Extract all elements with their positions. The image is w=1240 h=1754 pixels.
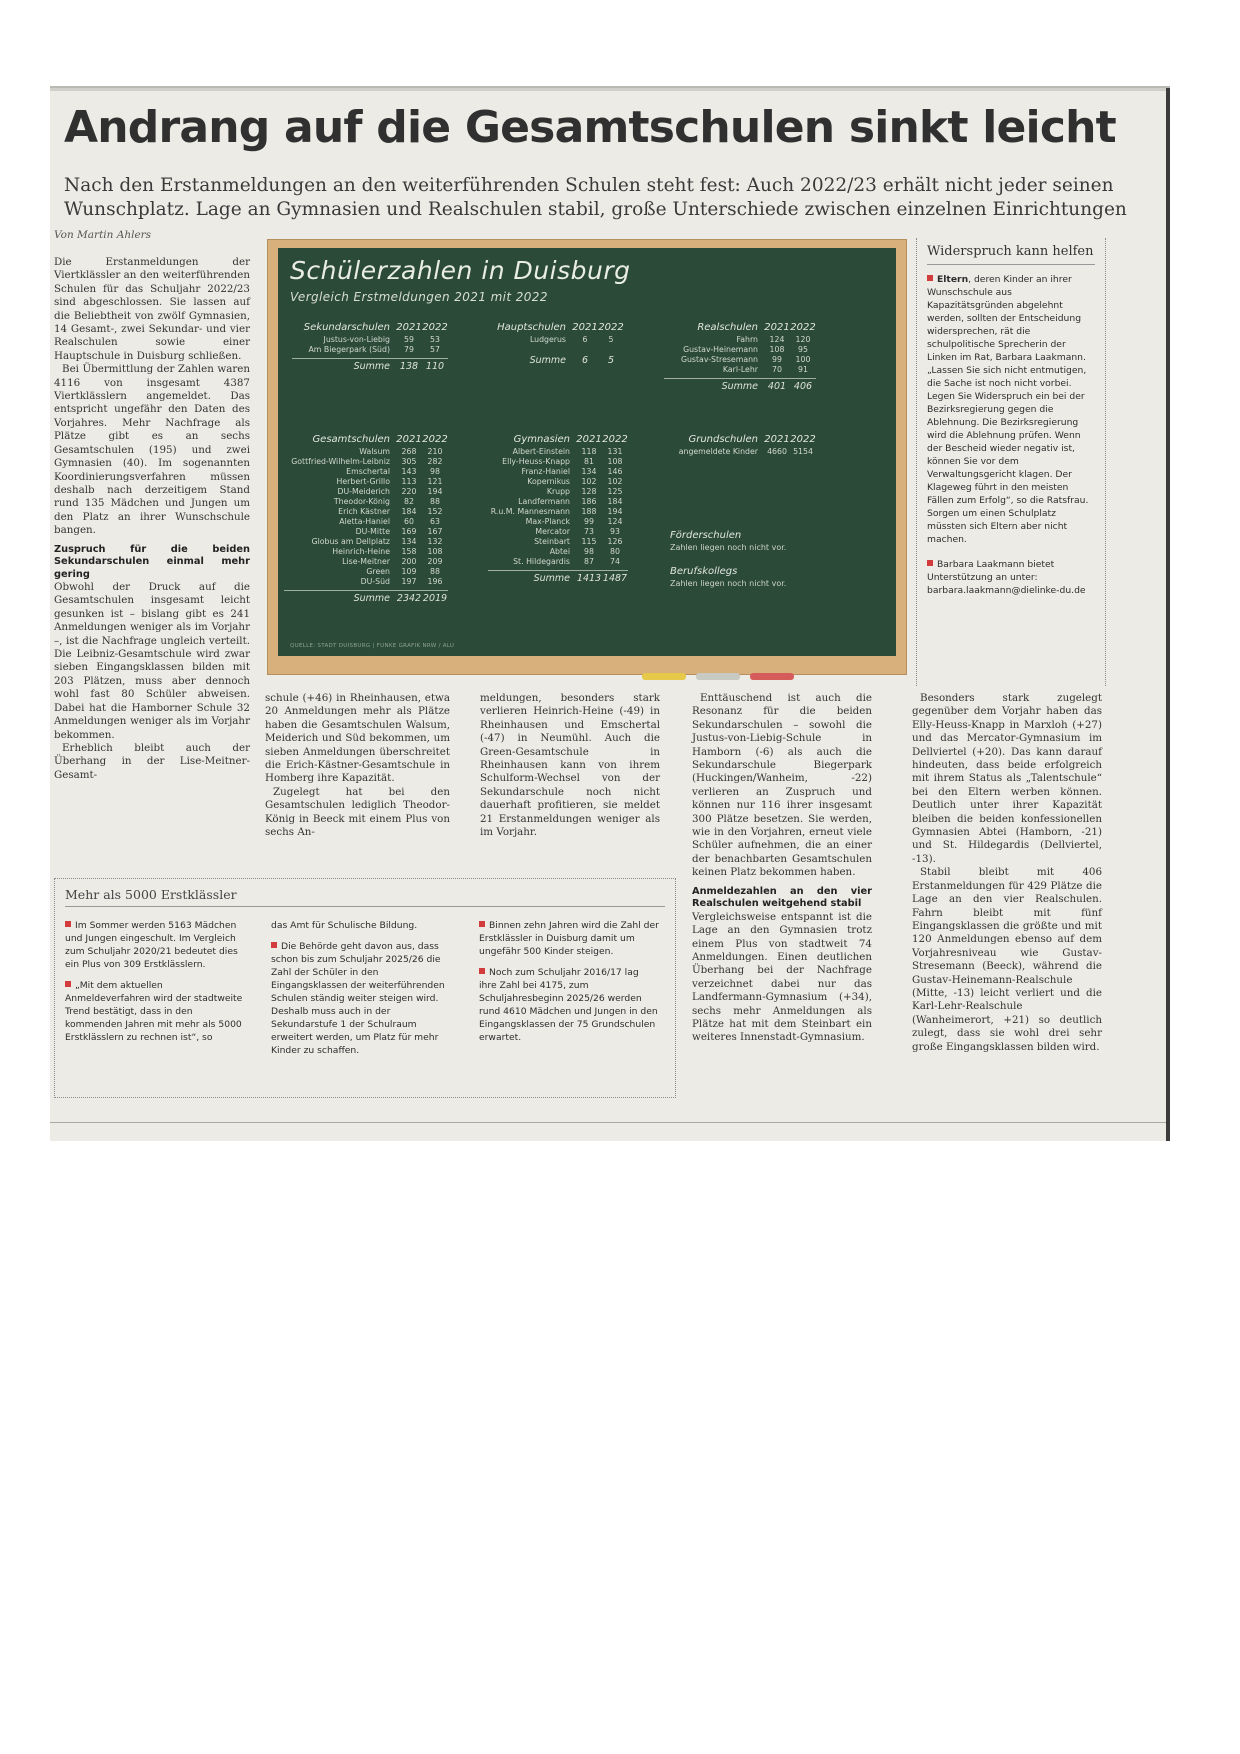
school-name: Green bbox=[366, 567, 390, 576]
table-title: Realschulen bbox=[697, 322, 758, 333]
value-2021: 124 bbox=[769, 335, 785, 344]
chalkboard-graphic bbox=[267, 239, 907, 675]
value-2022: 102 bbox=[607, 477, 623, 486]
bottom-rule bbox=[50, 1122, 1170, 1123]
value-2022: 196 bbox=[427, 577, 443, 586]
school-name: Franz-Haniel bbox=[521, 467, 570, 476]
sidebar-paragraph bbox=[927, 558, 1095, 597]
sidebar-lead: Eltern bbox=[937, 274, 969, 285]
info-paragraph bbox=[479, 919, 659, 958]
value-2021: 102 bbox=[581, 477, 597, 486]
sum-2021: 1413 bbox=[576, 573, 602, 584]
value-2022: 194 bbox=[427, 487, 443, 496]
year-header: 2022 bbox=[598, 322, 624, 333]
paragraph: Stabil bleibt mit 406 Erstanmeldungen für 429 Plätze die Lage an den vier Realschulen. Fahrn bleibt mit fünf Eingangsklassen die größte und mit 120 Anmeldungen ebenso auf dem Vorjahresniveau wie Gustav-Stresemann (Beeck), während die Gustav-Heinemann-Realschule (Mitte, -13) leicht verliert und die Karl-Lehr-Realschule (Wanheimerort, +21) so deutlich zulegt, dass sie wohl drei sehr große Eingangsklassen bilden wird. bbox=[912, 866, 1102, 1053]
table-title: Gymnasien bbox=[513, 434, 570, 445]
value-2021: 197 bbox=[401, 577, 417, 586]
info-box-column-3 bbox=[479, 919, 659, 1052]
chalk-piece-white bbox=[696, 673, 740, 680]
chalkboard bbox=[278, 248, 896, 656]
value-2022: 167 bbox=[427, 527, 443, 536]
paragraph: schule (+46) in Rheinhausen, etwa 20 Anmeldungen mehr als Plätze haben die Gesamtschulen Walsum, Meiderich und Süd bekommen, um sieben Anmeldungen überschreitet die Erich-Kästner-Gesamtschule in Homberg ihre Kapazität. bbox=[265, 692, 450, 785]
value-2021: 134 bbox=[581, 467, 597, 476]
chalk-piece-yellow bbox=[642, 673, 686, 680]
sidebar-title: Widerspruch kann helfen bbox=[927, 244, 1095, 265]
bullet-icon bbox=[65, 921, 71, 927]
sum-label: Summe bbox=[353, 593, 390, 604]
value-2021: 268 bbox=[401, 447, 417, 456]
article-column-2 bbox=[265, 692, 450, 839]
school-name: Lise-Meitner bbox=[342, 557, 390, 566]
school-name: Walsum bbox=[359, 447, 390, 456]
school-name: Theodor-König bbox=[333, 497, 390, 506]
value-2022: 121 bbox=[427, 477, 443, 486]
sum-label: Summe bbox=[353, 361, 390, 372]
value-2021: 99 bbox=[772, 355, 782, 364]
paragraph: Die Erstanmeldungen der Viertklässler an den weiterführenden Schulen für das Schuljahr 2022/23 sind abgeschlossen. Sie lassen auf die Beliebtheit von zwölf Gymnasien, 14 Gesamt-, zwei Sekundar- und vier Realschulen sowie einer Hauptschule in Duisburg schließen. bbox=[54, 256, 250, 362]
value-2022: 57 bbox=[430, 345, 440, 354]
table-title: Gesamtschulen bbox=[312, 434, 390, 445]
subheading: Anmeldezahlen an den vier Realschulen weitgehend stabil bbox=[692, 885, 872, 910]
paragraph: Zugelegt hat bei den Gesamtschulen lediglich Theodor-König in Beeck mit einem Plus von sechs An- bbox=[265, 785, 450, 839]
value-2021: 305 bbox=[401, 457, 417, 466]
value-2021: 81 bbox=[584, 457, 594, 466]
school-name: R.u.M. Mannesmann bbox=[490, 507, 570, 516]
info-text: Noch zum Schuljahr 2016/17 lag ihre Zahl bei 4175, zum Schuljahresbeginn 2025/26 werden rund 4610 Mädchen und Jungen in den Eingangsklassen der 75 Grundschulen erwartet. bbox=[479, 967, 658, 1043]
info-paragraph bbox=[271, 940, 451, 1057]
sum-2021: 401 bbox=[767, 381, 787, 392]
value-2022: 98 bbox=[430, 467, 440, 476]
table-title: Hauptschulen bbox=[497, 322, 566, 333]
value-2021: 82 bbox=[404, 497, 414, 506]
paragraph: Obwohl der Druck auf die Gesamtschulen insgesamt leicht gesunken ist – bislang gibt es 241 Anmeldungen weniger als im Vorjahr –, ist die Nachfrage ungleich verteilt. Die Leibniz-Gesamtschule wird zwar sieben Eingangsklassen bilden mit 203 Plätzen, muss aber dennoch wohl fast 80 Schüler abweisen. Dabei hat die Hamborner Schule 32 Anmeldungen weniger als im Vorjahr bekommen. bbox=[54, 581, 250, 741]
year-header: 2021 bbox=[396, 322, 422, 333]
year-header: 2021 bbox=[576, 434, 602, 445]
bullet-icon bbox=[65, 981, 71, 987]
school-name: Fahrn bbox=[736, 335, 758, 344]
article-column-4 bbox=[692, 692, 872, 1045]
value-2021: 115 bbox=[581, 537, 597, 546]
bullet-icon bbox=[927, 275, 933, 281]
school-name: Steinbart bbox=[534, 537, 570, 546]
school-name: Erich Kästner bbox=[338, 507, 390, 516]
value-2022: 209 bbox=[427, 557, 443, 566]
school-name: Gustav-Stresemann bbox=[680, 355, 758, 364]
school-name: Justus-von-Liebig bbox=[323, 335, 390, 344]
sum-2021: 2342 bbox=[396, 593, 422, 604]
value-2021: 128 bbox=[581, 487, 597, 496]
value-2022: 125 bbox=[607, 487, 623, 496]
school-name: DU-Süd bbox=[360, 577, 390, 586]
value-2022: 126 bbox=[607, 537, 623, 546]
section-title: Förderschulen bbox=[670, 530, 742, 541]
value-2021: 59 bbox=[404, 335, 414, 344]
value-2021: 4660 bbox=[767, 447, 787, 456]
school-name: St. Hildegardis bbox=[513, 557, 570, 566]
value-2022: 100 bbox=[795, 355, 811, 364]
table-gesamtschulen bbox=[284, 434, 448, 604]
bullet-icon bbox=[479, 921, 485, 927]
school-name: Globus am Dellplatz bbox=[311, 537, 390, 546]
school-name: Am Biegerpark (Süd) bbox=[308, 345, 390, 354]
value-2022: 93 bbox=[610, 527, 620, 536]
top-rule bbox=[50, 88, 1170, 91]
value-2022: 108 bbox=[427, 547, 443, 556]
year-header: 2021 bbox=[572, 322, 598, 333]
subheadline: Nach den Erstanmeldungen an den weiterführenden Schulen steht fest: Auch 2022/23 erhält nicht jeder seinen Wunschplatz. Lage an Gymnasien und Realschulen stabil, große Unterschiede zwischen einzelnen Einrichtungen bbox=[64, 175, 1127, 220]
info-text: Die Behörde geht davon aus, dass schon bis zum Schuljahr 2025/26 die Zahl der Schüler in den Eingangsklassen der weiterführenden Schulen ständig weiter steigen wird. Deshalb muss auch in der Sekundarstufe 1 der Schulraum erweitert werden, um Platz für mehr Kinder zu schaffen. bbox=[271, 941, 445, 1056]
sum-label: Summe bbox=[533, 573, 570, 584]
section-berufskollegs bbox=[670, 566, 786, 589]
chalk-piece-red bbox=[750, 673, 794, 680]
newspaper-clipping bbox=[50, 86, 1170, 1141]
value-2022: 108 bbox=[607, 457, 623, 466]
value-2022: 80 bbox=[610, 547, 620, 556]
paragraph: Enttäuschend ist auch die Resonanz für die beiden Sekundarschulen – sowohl die Justus-von-Liebig-Schule in Hamborn (-6) als auch die Sekundarschule Biegerpark (Huckingen/Wanheim, -22) verlieren an Zuspruch und können nur 116 ihrer insgesamt 300 Plätze besetzen. Sie werden, wie in den Vorjahren, erneut viele Schüler aufnehmen, die an einer der benachbarten Gesamtschulen keinen Platz bekommen haben. bbox=[692, 692, 872, 879]
paragraph: meldungen, besonders stark verlieren Heinrich-Heine (-49) in Rheinhausen und Emschertal (-47) in Neumühl. Auch die Green-Gesamtschule in Rheinhausen kann von ihrem Schulform-Wechsel von der Sekundarschule noch nicht dauerhaft profitieren, sie meldet 21 Erstanmeldungen weniger als im Vorjahr. bbox=[480, 692, 660, 839]
article-column-5 bbox=[912, 692, 1102, 1054]
headline: Andrang auf die Gesamtschulen sinkt leicht bbox=[64, 102, 1116, 153]
value-2022: 124 bbox=[607, 517, 623, 526]
paragraph: Erheblich bleibt auch der Überhang in der Lise-Meitner-Gesamt- bbox=[54, 741, 250, 781]
value-2021: 98 bbox=[584, 547, 594, 556]
school-name: Albert-Einstein bbox=[512, 447, 570, 456]
value-2021: 73 bbox=[584, 527, 594, 536]
table-grundschulen bbox=[664, 434, 816, 457]
bullet-icon bbox=[271, 942, 277, 948]
info-paragraph bbox=[65, 919, 245, 971]
value-2022: 194 bbox=[607, 507, 623, 516]
info-paragraph bbox=[65, 979, 245, 1044]
value-2021: 184 bbox=[401, 507, 417, 516]
value-2021: 60 bbox=[404, 517, 414, 526]
sum-2021: 138 bbox=[399, 361, 419, 372]
value-2021: 143 bbox=[401, 467, 417, 476]
sidebar-box bbox=[916, 238, 1106, 686]
value-2022: 146 bbox=[607, 467, 623, 476]
sum-2022: 1487 bbox=[602, 573, 628, 584]
value-2022: 184 bbox=[607, 497, 623, 506]
info-text: Binnen zehn Jahren wird die Zahl der Erstklässler in Duisburg damit um ungefähr 500 Kinder steigen. bbox=[479, 920, 659, 957]
value-2021: 186 bbox=[581, 497, 597, 506]
school-name: DU-Meiderich bbox=[337, 487, 390, 496]
value-2022: 74 bbox=[610, 557, 620, 566]
info-box-column-1 bbox=[65, 919, 245, 1052]
sidebar-contact: Barbara Laakmann bietet Unterstützung an unter: barbara.laakmann@dielinke-du.de bbox=[927, 559, 1086, 596]
value-2021: 200 bbox=[401, 557, 417, 566]
value-2022: 91 bbox=[798, 365, 808, 374]
school-name: Herbert-Grillo bbox=[336, 477, 390, 486]
sum-2022: 5 bbox=[607, 355, 615, 366]
value-2022: 152 bbox=[427, 507, 443, 516]
year-header: 2022 bbox=[422, 434, 448, 445]
year-header: 2021 bbox=[764, 434, 790, 445]
value-2021: 79 bbox=[404, 345, 414, 354]
year-header: 2022 bbox=[790, 322, 816, 333]
table-title: Sekundarschulen bbox=[303, 322, 390, 333]
year-header: 2022 bbox=[790, 434, 816, 445]
value-2021: 99 bbox=[584, 517, 594, 526]
sum-2022: 406 bbox=[793, 381, 813, 392]
sum-label: Summe bbox=[529, 355, 566, 366]
table-gymnasien bbox=[488, 434, 628, 584]
school-name: Karl-Lehr bbox=[722, 365, 758, 374]
value-2021: 220 bbox=[401, 487, 417, 496]
school-name: Aletta-Haniel bbox=[339, 517, 390, 526]
sum-2022: 110 bbox=[425, 361, 445, 372]
value-2021: 108 bbox=[769, 345, 785, 354]
section-foerderschulen bbox=[670, 530, 786, 553]
sum-label: Summe bbox=[721, 381, 758, 392]
table-realschulen bbox=[664, 322, 816, 392]
bullet-icon bbox=[479, 968, 485, 974]
school-name: Landfermann bbox=[518, 497, 570, 506]
value-2022: 210 bbox=[427, 447, 443, 456]
section-note: Zahlen liegen noch nicht vor. bbox=[670, 543, 787, 552]
board-title: Schülerzahlen in Duisburg bbox=[290, 256, 631, 285]
value-2022: 132 bbox=[427, 537, 443, 546]
value-2021: 134 bbox=[401, 537, 417, 546]
year-header: 2022 bbox=[422, 322, 448, 333]
value-2021: 158 bbox=[401, 547, 417, 556]
source-credit: QUELLE: STADT DUISBURG | FUNKE GRAFIK NRW / ALU bbox=[290, 643, 455, 649]
value-2022: 88 bbox=[430, 567, 440, 576]
school-name: Gottfried-Wilhelm-Leibniz bbox=[291, 457, 390, 466]
subheading: Zuspruch für die beiden Sekundarschulen einmal mehr gering bbox=[54, 543, 250, 580]
value-2021: 188 bbox=[581, 507, 597, 516]
info-text: das Amt für Schulische Bildung. bbox=[271, 920, 418, 931]
paragraph: Vergleichsweise entspannt ist die Lage an den Gymnasien trotz einem Plus von stadtweit 74 Anmeldungen. Einen deutlichen Überhang bei der Nachfrage verzeichnet dabei nur das Landfermann-Gymnasium (+34), sechs mehr Anmeldungen als Plätze hat mit dem Steinbart ein weiteres Innenstadt-Gymnasium. bbox=[692, 910, 872, 1044]
paragraph: Besonders stark zugelegt gegenüber dem Vorjahr haben das Elly-Heuss-Knapp in Marxloh (+27) und das Mercator-Gymnasium im Dellviertel (+20). Das kann darauf hindeuten, dass beide erfolgreich mit ihrem Status als „Talentschule“ bei den Eltern werben können. Deutlich unter ihrer Kapazität bleiben die beiden konfessionellen Gymnasien Abtei (Hamborn, -21) und St. Hildegardis (Dellviertel, -13). bbox=[912, 692, 1102, 865]
school-name: Mercator bbox=[535, 527, 570, 536]
value-2022: 53 bbox=[430, 335, 440, 344]
value-2022: 5 bbox=[608, 335, 614, 344]
value-2021: 70 bbox=[772, 365, 782, 374]
sidebar-text: , deren Kinder an ihrer Wunschschule aus Kapazitätsgründen abgelehnt werden, sollten der Entscheidung widersprechen, rät die schulpolitische Sprecherin der Linken im Rat, Barbara Laakmann. „Lassen Sie sich nicht entmutigen, die Sache ist noch nicht vorbei. Legen Sie Widerspruch ein bei der Bezirksregierung gegen die Ablehnung. Die Bezirksregierung wird die Ablehnung prüfen. Wenn der Bescheid wieder negativ ist, können Sie vor dem Verwaltungsgericht klagen. Der Klageweg führt in den meisten Fällen zum Erfolg“, so die Ratsfrau. Sorgen um einen Schulplatz müssten sich Eltern aber nicht machen. bbox=[927, 274, 1089, 545]
table-title: Grundschulen bbox=[688, 434, 758, 445]
info-paragraph bbox=[271, 919, 451, 932]
info-text: Im Sommer werden 5163 Mädchen und Jungen eingeschult. Im Vergleich zum Schuljahr 2020/21 bedeutet dies ein Plus von 309 Erstklässlern. bbox=[65, 920, 238, 970]
sum-2022: 2019 bbox=[422, 593, 448, 604]
value-2022: 120 bbox=[795, 335, 811, 344]
school-name: Abtei bbox=[549, 547, 570, 556]
year-header: 2022 bbox=[602, 434, 628, 445]
value-2022: 282 bbox=[427, 457, 443, 466]
info-box bbox=[54, 878, 676, 1098]
value-2021: 6 bbox=[582, 335, 588, 344]
article-column-1 bbox=[54, 256, 250, 782]
value-2021: 113 bbox=[401, 477, 417, 486]
school-name: Krupp bbox=[546, 487, 570, 496]
school-name: DU-Mitte bbox=[355, 527, 390, 536]
value-2021: 118 bbox=[581, 447, 597, 456]
paragraph: Bei Übermittlung der Zahlen waren 4116 von insgesamt 4387 Viertklässlern angemeldet. Das entspricht ungefähr den Daten des Vorjahres. Mehr Nachfrage als Plätze gibt es an sechs Gesamtschulen (195) und zwei Gymnasien (40). Im sogenannten Koordinierungsverfahren müssen deshalb nach derzeitigem Stand rund 135 Mädchen und Jungen um den Platz an ihrer Wunschschule bangen. bbox=[54, 363, 250, 537]
section-note: Zahlen liegen noch nicht vor. bbox=[670, 579, 787, 588]
sum-2021: 6 bbox=[581, 355, 589, 366]
board-subtitle: Vergleich Erstmeldungen 2021 mit 2022 bbox=[290, 290, 548, 304]
school-name: Ludgerus bbox=[529, 335, 566, 344]
byline: Von Martin Ahlers bbox=[54, 229, 152, 241]
info-box-column-2 bbox=[271, 919, 451, 1065]
sidebar-paragraph bbox=[927, 273, 1095, 546]
value-2022: 95 bbox=[798, 345, 808, 354]
section-title: Berufskollegs bbox=[670, 566, 738, 577]
info-paragraph bbox=[479, 966, 659, 1044]
info-text: „Mit dem aktuellen Anmeldeverfahren wird der stadtweite Trend bestätigt, dass in den kommenden Jahren mit mehr als 5000 Erstklässlern zu rechnen ist“, so bbox=[65, 980, 243, 1043]
value-2021: 109 bbox=[401, 567, 417, 576]
school-name: Kopernikus bbox=[527, 477, 570, 486]
value-2022: 5154 bbox=[793, 447, 813, 456]
row-name: angemeldete Kinder bbox=[678, 447, 758, 456]
school-name: Gustav-Heinemann bbox=[683, 345, 758, 354]
table-hauptschulen bbox=[488, 322, 624, 366]
value-2022: 88 bbox=[430, 497, 440, 506]
school-name: Elly-Heuss-Knapp bbox=[502, 457, 570, 466]
bullet-icon bbox=[927, 560, 933, 566]
year-header: 2021 bbox=[396, 434, 422, 445]
article-column-3 bbox=[480, 692, 660, 839]
divider bbox=[65, 906, 665, 907]
value-2021: 169 bbox=[401, 527, 417, 536]
value-2021: 87 bbox=[584, 557, 594, 566]
info-box-title: Mehr als 5000 Erstklässler bbox=[65, 887, 237, 902]
school-name: Emschertal bbox=[346, 467, 390, 476]
table-sekundarschulen bbox=[292, 322, 448, 372]
value-2022: 63 bbox=[430, 517, 440, 526]
school-name: Heinrich-Heine bbox=[332, 547, 390, 556]
value-2022: 131 bbox=[607, 447, 623, 456]
school-name: Max-Planck bbox=[525, 517, 570, 526]
year-header: 2021 bbox=[764, 322, 790, 333]
